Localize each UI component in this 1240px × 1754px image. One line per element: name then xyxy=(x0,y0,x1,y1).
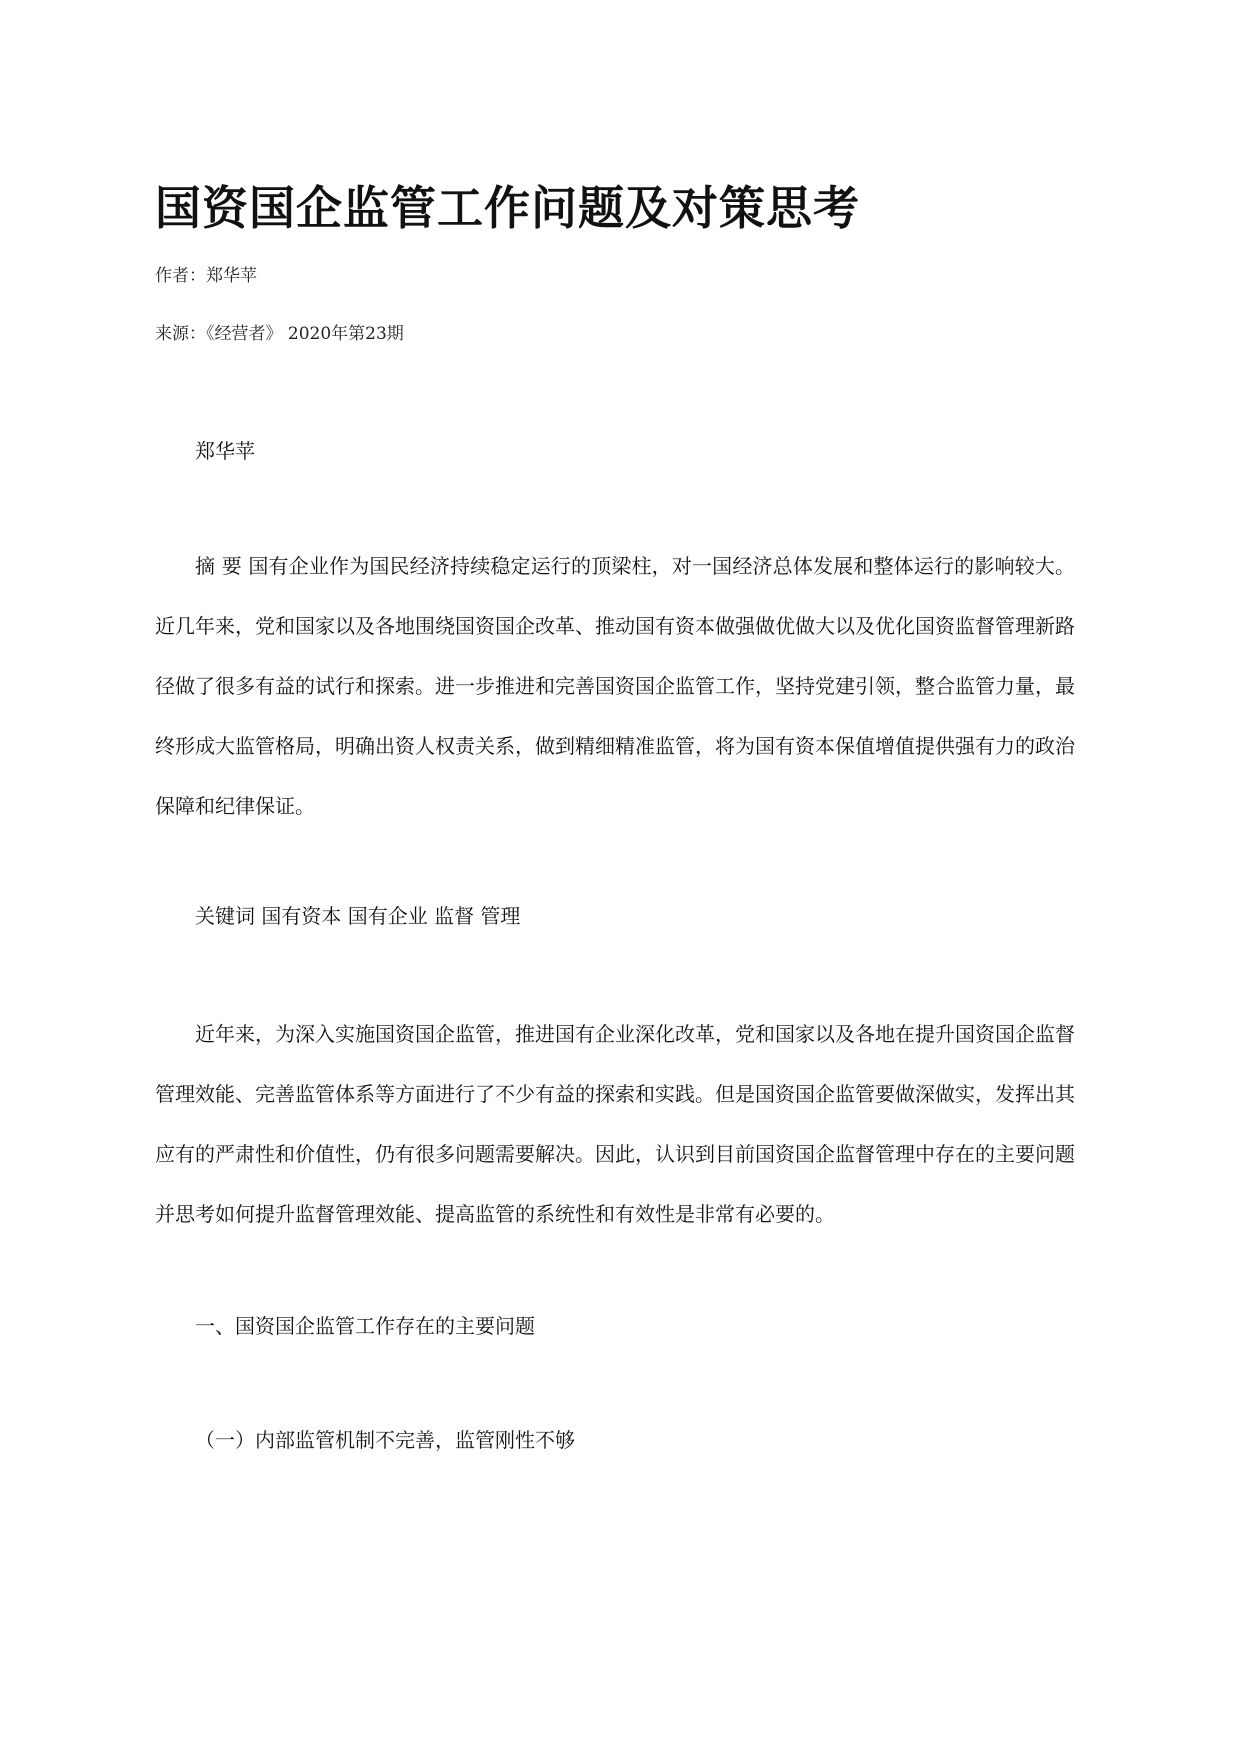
source-line: 来源：《经营者》 2020年第23期 xyxy=(155,324,404,344)
article-title: 国资国企监管工作问题及对策思考 xyxy=(155,181,860,235)
author-paragraph: 郑华苹 xyxy=(195,439,255,463)
keywords-paragraph: 关键词 国有资本 国有企业 监督 管理 xyxy=(195,904,521,928)
author-line: 作者：郑华苹 xyxy=(155,266,257,286)
section-heading-1: 一、国资国企监管工作存在的主要问题 xyxy=(195,1314,535,1338)
abstract-paragraph: 摘 要 国有企业作为国民经济持续稳定运行的顶梁柱，对一国经济总体发展和整体运行的影响较大。近几年来，党和国家以及各地围绕国资国企改革、推动国有资本做强做优做大以及优化国资监督管理新路径做了很多有益的试行和探索。进一步推进和完善国资国企监管工作，坚持党建引领，整合监管力量，最终形成大监管格局，明确出资人权责关系，做到精细精准监管，将为国有资本保值增值提供强有力的政治保障和纪律保证。 xyxy=(155,554,1075,818)
subsection-heading-1: （一）内部监管机制不完善，监管刚性不够 xyxy=(195,1428,575,1452)
intro-paragraph: 近年来，为深入实施国资国企监管，推进国有企业深化改革，党和国家以及各地在提升国资国企监督管理效能、完善监管体系等方面进行了不少有益的探索和实践。但是国资国企监管要做深做实，发挥出其应有的严肃性和价值性，仍有很多问题需要解决。因此，认识到目前国资国企监督管理中存在的主要问题并思考如何提升监督管理效能、提高监管的系统性和有效性是非常有必要的。 xyxy=(155,1022,1075,1226)
